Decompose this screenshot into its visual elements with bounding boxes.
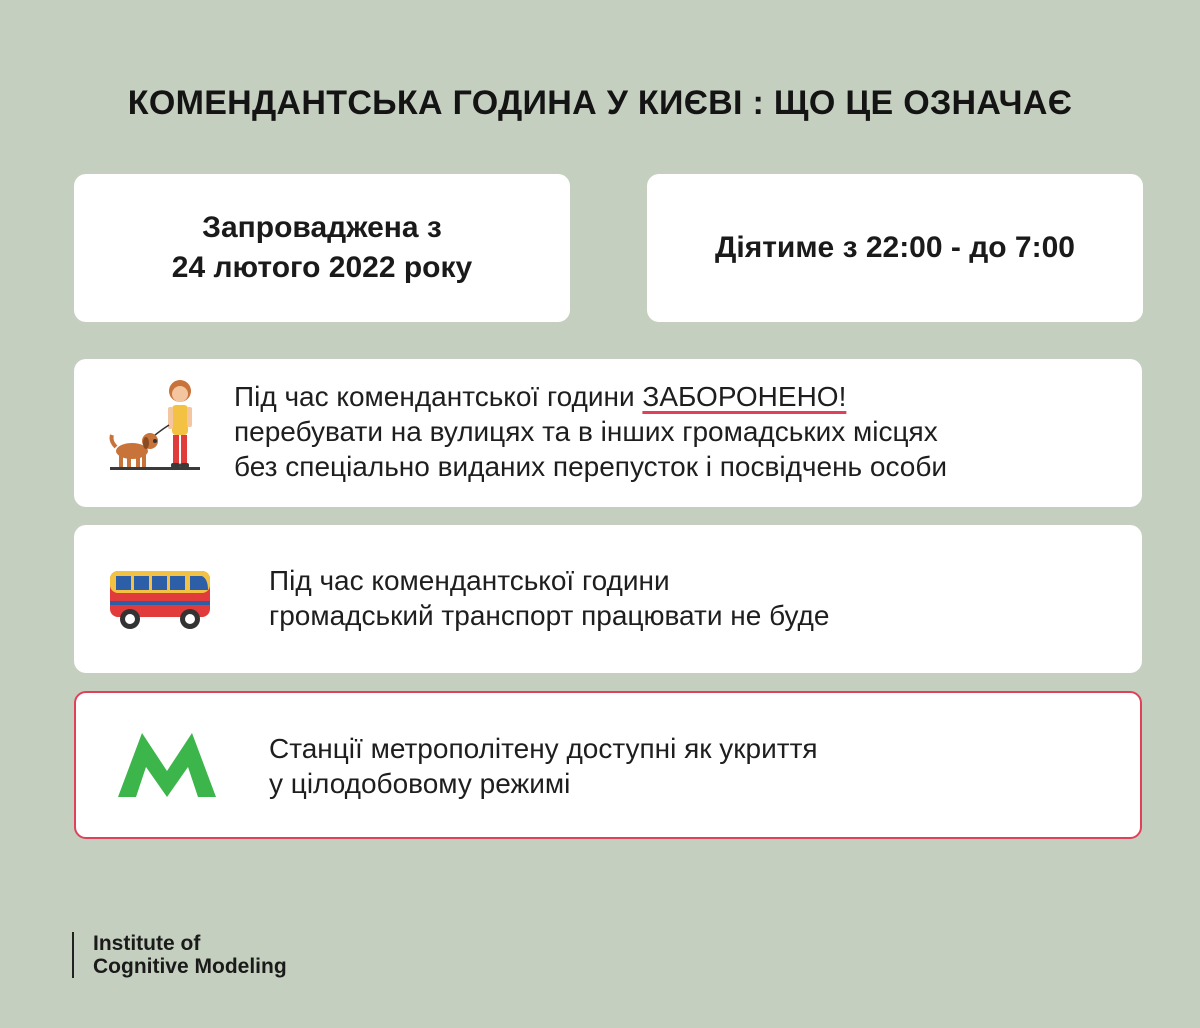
hours-text: Діятиме з 22:00 - до 7:00 [715,231,1075,264]
ban-text-prefix: Під час комендантської години [234,381,643,412]
ban-card [74,359,1142,507]
page-title: КОМЕНДАНТСЬКА ГОДИНА У КИЄВІ : ЩО ЦЕ ОЗНАЧАЄ [127,84,1073,122]
ban-text-line-3: без спеціально виданих перепусток і посвідчень особи [234,451,948,482]
forbidden-emphasis: ЗАБОРОНЕНО! [642,381,847,412]
start-date-line-2: 24 лютого 2022 року [171,251,473,284]
metro-text-line-2: у цілодобовому режимі [269,768,571,799]
metro-card [74,691,1142,839]
ban-text-line-1 [234,379,947,414]
start-date-card [74,174,570,322]
institute-logo [72,932,287,978]
girl-walking-dog-icon [108,377,204,478]
metro-text-line-1: Станції метрополітену доступні як укриття [269,733,818,764]
metro-m-icon [118,731,216,804]
hours-card [647,174,1143,322]
logo-line-2: Cognitive Modeling [93,955,287,978]
ban-text-line-2: перебувати на вулицях та в інших громадських місцях [234,416,938,447]
bus-icon [108,567,214,636]
transport-text-line-1: Під час комендантської години [269,565,670,596]
transport-text-line-2: громадський транспорт працювати не буде [269,600,830,631]
transport-card [74,525,1142,673]
start-date-line-1: Запроваджена з [202,211,442,244]
logo-line-1: Institute of [93,932,201,955]
